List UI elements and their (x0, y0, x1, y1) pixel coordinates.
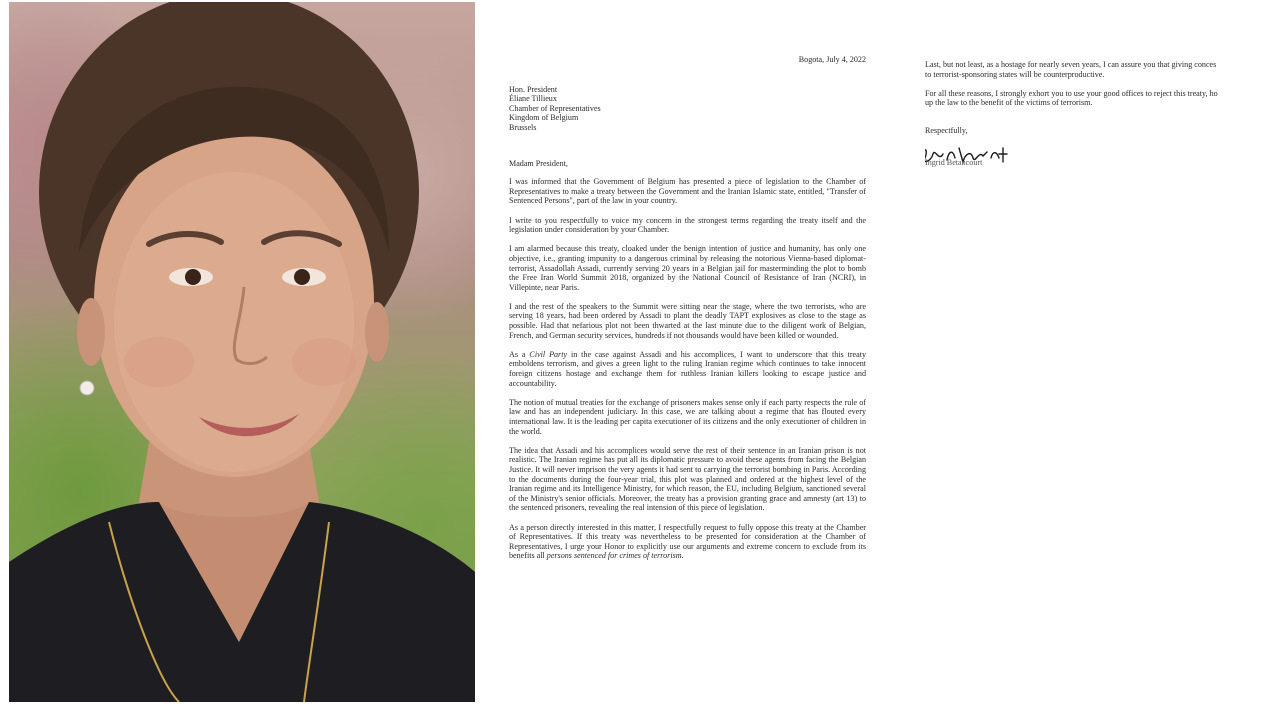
paragraph-5-italic: Civil Party (529, 349, 568, 359)
closing-paragraph-1-line: to terrorist-sponsoring states will be counterproductive. (925, 69, 1105, 79)
closing-paragraph-1-line: Last, but not least, as a hostage for nearly seven years, I can assure you that giving conces (925, 60, 1217, 69)
recipient-line: Brussels (509, 122, 537, 132)
recipient-line: Éliane Tillieux (509, 94, 557, 104)
paragraph-1: I was informed that the Government of Belgium has presented a piece of legislation to the Chamber of Representatives to make a treaty between the Government and the Iranian Islamic state, entitled, "Transfer of Sentenced Persons", part of the law in your country. (509, 177, 866, 206)
paragraph-4: I and the rest of the speakers to the Summit were sitting near the stage, where the two terrorists, who are serving 18 years, had been ordered by Assadi to plant the deadly TAPT explosives as close to the stage as possible. Had that nefarious plot not been thwarted at the last minute due to the diligent work of Belgian, French, and German security services, hundreds if not thousands would have been killed or wounded. (509, 301, 866, 340)
paragraph-8-text: As a person directly interested in this matter, I respectfully request to fully oppose this treaty at the Chamber of Representatives. If this treaty was nevertheless to be presented for consideration at the Chamber of Representatives, I urge your Honor to explicitly use our arguments and extreme concern to exclude from its benefits all (509, 522, 866, 561)
paragraph-8-end: . (681, 551, 684, 561)
paragraph-5 (509, 350, 866, 388)
recipient-line: Kingdom of Belgium (509, 113, 579, 123)
paragraph-8 (509, 523, 866, 561)
recipient-address (509, 85, 866, 133)
letter-column-left (509, 55, 866, 571)
closing-paragraph-2 (925, 89, 1230, 108)
portrait-photo (9, 2, 475, 702)
paragraph-6: The notion of mutual treaties for the exchange of prisoners makes sense only if each party respects the rule of law and has an independent judiciary. In this case, we are talking about a regime that has flouted every international law. It is the leading per capita executioner of its citizens and the only executioner of children in the world. (509, 397, 866, 436)
paragraph-5-rest: in the case against Assadi and his accomplices, I want to underscore that this treaty emboldens terrorism, and gives a green light to the ruling Iranian regime which continues to take innocent foreign citizens hostage and exchange them for ruthless Iranian killers looking to escape justice and accountability. (509, 349, 866, 388)
paragraph-3: I am alarmed because this treaty, cloaked under the benign intention of justice and humanity, has only one objective, i.e., granting impunity to a dangerous criminal by releasing the notorious Vienna-based diplomat-terrorist, Assadollah Assadi, currently serving 20 years in a Belgian jail for masterminding the plot to bomb the Free Iran World Summit 2018, organized by the National Council of Resistance of Iran (NCRI), in Villepinte, near Paris. (509, 244, 866, 292)
letter-column-right (925, 60, 1230, 180)
letter-date: Bogota, July 4, 2022 (798, 55, 866, 64)
closing-paragraph-1 (925, 60, 1230, 79)
paragraph-8-italic: persons sentenced for crimes of terrorism (546, 551, 682, 561)
paragraph-5-prefix: As a (509, 349, 530, 359)
salutation: Madam President, (509, 158, 568, 168)
recipient-line: Hon. President (509, 84, 558, 94)
closing-paragraph-2-line: up the law to the benefit of the victims of terrorism. (925, 98, 1093, 108)
closing: Respectfully, (925, 125, 968, 135)
portrait-illustration (9, 2, 475, 702)
signature-block (925, 146, 1230, 180)
paragraph-7: The idea that Assadi and his accomplices would serve the rest of their sentence in an Iranian prison is not realistic. The Iranian regime has put all its diplomatic pressure to avoid these agents from facing the Belgian Justice. It will never imprison the very agents it had sent to carrying the terrorist bombing in Paris. According to the documents during the four-year trial, this plot was planned and ordered at the highest level of the Iranian regime and its Intelligence Ministry, for which reason, the EU, including Belgium, sanctioned several of the Ministry's senior officials. Moreover, the treaty has a provision granting grace and amnesty (art 13) to the sentenced prisoners, revealing the real intension of this piece of legislation. (509, 445, 866, 513)
signer-name: Ingrid Betancourt (925, 157, 983, 167)
recipient-line: Chamber of Representatives (509, 103, 601, 113)
closing-paragraph-2-line: For all these reasons, I strongly exhort you to use your good offices to reject this treaty, ho (925, 88, 1218, 98)
paragraph-2: I write to you respectfully to voice my concern in the strongest terms regarding the treaty itself and the legislation under consideration by your Chamber. (509, 215, 866, 235)
